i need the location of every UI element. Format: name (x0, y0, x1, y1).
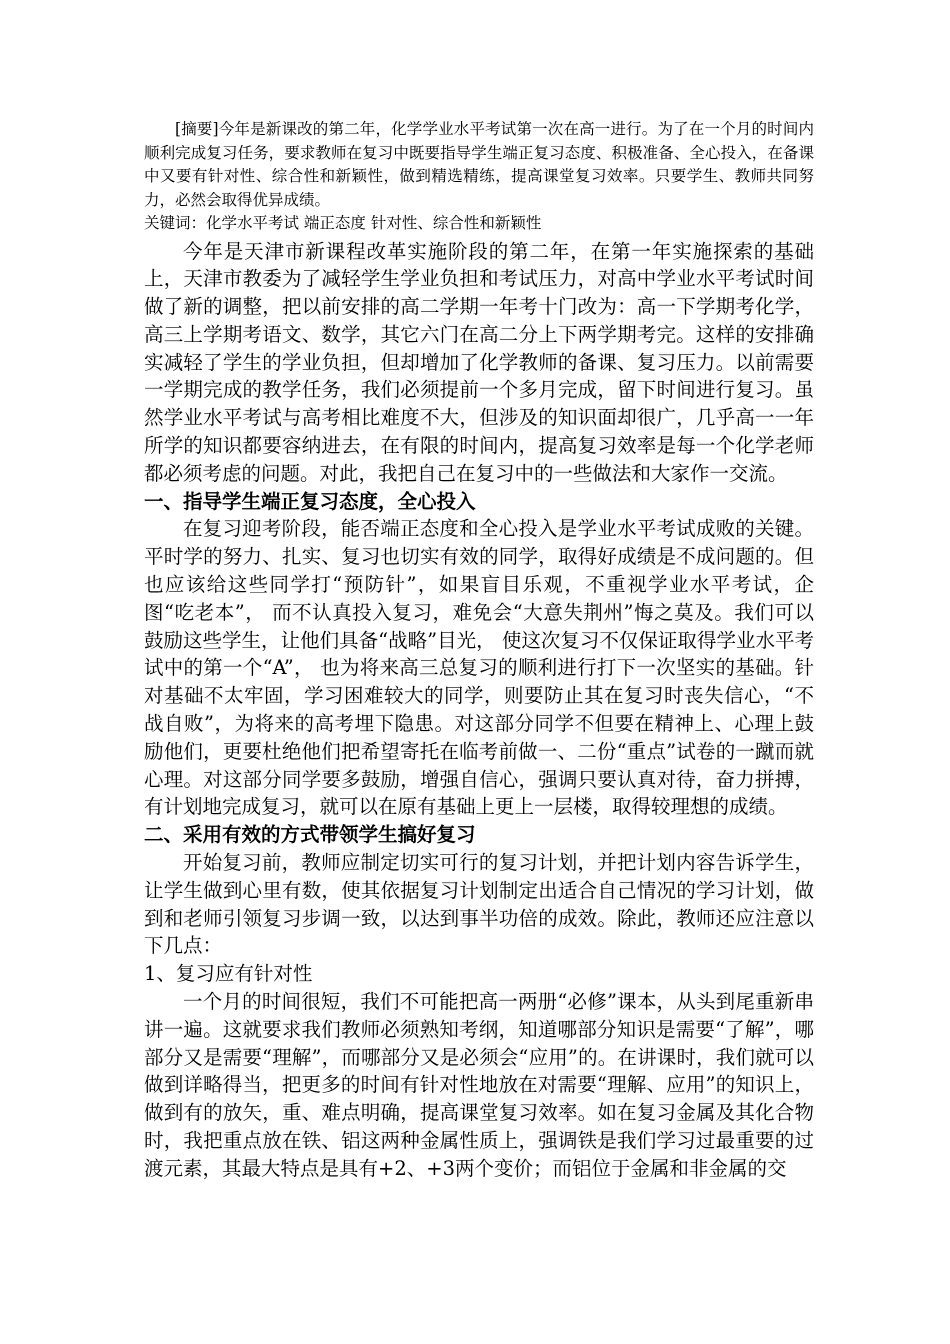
subsection-1-paragraph: 一个月的时间很短，我们不可能把高一两册“必修”课本，从头到尾重新串讲一遍。这就要求我们教师必须熟知考纲，知道哪部分知识是需要“了解”，哪部分又是需要“理解”，而哪部分又是必须会“应用”的。在讲课时，我们就可以做到详略得当，把更多的时间有针对性地放在对需要“理解、应用”的知识上，做到有的放矢，重、难点明确，提高课堂复习效率。如在复习金属及其化合物时，我把重点放在铁、铝这两种金属性质上，强调铁是我们学习过最重要的过渡元素，其最大特点是具有+2、+3两个变价；而铝位于金属和非金属的交 (144, 990, 814, 1180)
section-2-heading: 二、采用有效的方式带领学生搞好复习 (144, 823, 476, 847)
intro-paragraph: 今年是天津市新课程改革实施阶段的第二年，在第一年实施探索的基础上，天津市教委为了减轻学生学业负担和考试压力，对高中学业水平考试时间做了新的调整，把以前安排的高二学期一年考十门改为：高一下学期考化学，高三上学期考语文、数学，其它六门在高二分上下两学期考完。这样的安排确实减轻了学生的学业负担，但却增加了化学教师的备课、复习压力。以前需要一学期完成的教学任务，我们必须提前一个多月完成，留下时间进行复习。虽然学业水平考试与高考相比难度不大，但涉及的知识面却很广，几乎高一一年所学的知识都要容纳进去，在有限的时间内，提高复习效率是每一个化学老师都必须考虑的问题。对此，我把自己在复习中的一些做法和大家作一交流。 (144, 239, 814, 485)
section-2-paragraph: 开始复习前，教师应制定切实可行的复习计划，并把计划内容告诉学生，让学生做到心里有数，使其依据复习计划制定出适合自己情况的学习计划，做到和老师引领复习步调一致，以达到事半功倍的成效。除此，教师还应注意以下几点： (144, 851, 814, 958)
document-page (144, 118, 814, 1183)
section-1-paragraph: 在复习迎考阶段，能否端正态度和全心投入是学业水平考试成败的关键。平时学的努力、扎实、复习也切实有效的同学，取得好成绩是不成问题的。但也应该给这些同学打“预防针”，如果盲目乐观，不重视学业水平考试，企图“吃老本”， 而不认真投入复习，难免会“大意失荆州”悔之莫及。我们可以鼓励这些学生，让他们具备“战略”目光， 使这次复习不仅保证取得学业水平考试中的第一个“A”， 也为将来高三总复习的顺利进行打下一次坚实的基础。针对基础不太牢固，学习困难较大的同学，则要防止其在复习时丧失信心，“不战自败”，为将来的高考埋下隐患。对这部分同学不但要在精神上、心理上鼓励他们，更要杜绝他们把希望寄托在临考前做一、二份“重点”试卷的一蹴而就心理。对这部分同学要多鼓励，增强自信心，强调只要认真对待，奋力拼搏，有计划地完成复习，就可以在原有基础上更上一层楼，取得较理想的成绩。 (144, 517, 814, 819)
section-1-heading: 一、指导学生端正复习态度，全心投入 (144, 489, 476, 513)
keywords-line: 关键词：化学水平考试 端正态度 针对性、综合性和新颖性 (144, 214, 542, 232)
abstract-paragraph: [摘要]今年是新课改的第二年，化学学业水平考试第一次在高一进行。为了在一个月的时间内顺利完成复习任务，要求教师在复习中既要指导学生端正复习态度、积极准备、全心投入，在备课中又要有针对性、综合性和新颖性，做到精选精练，提高课堂复习效率。只要学生、教师共同努力，必然会取得优异成绩。 (144, 120, 814, 209)
subsection-1-heading: 1、复习应有针对性 (144, 962, 313, 986)
